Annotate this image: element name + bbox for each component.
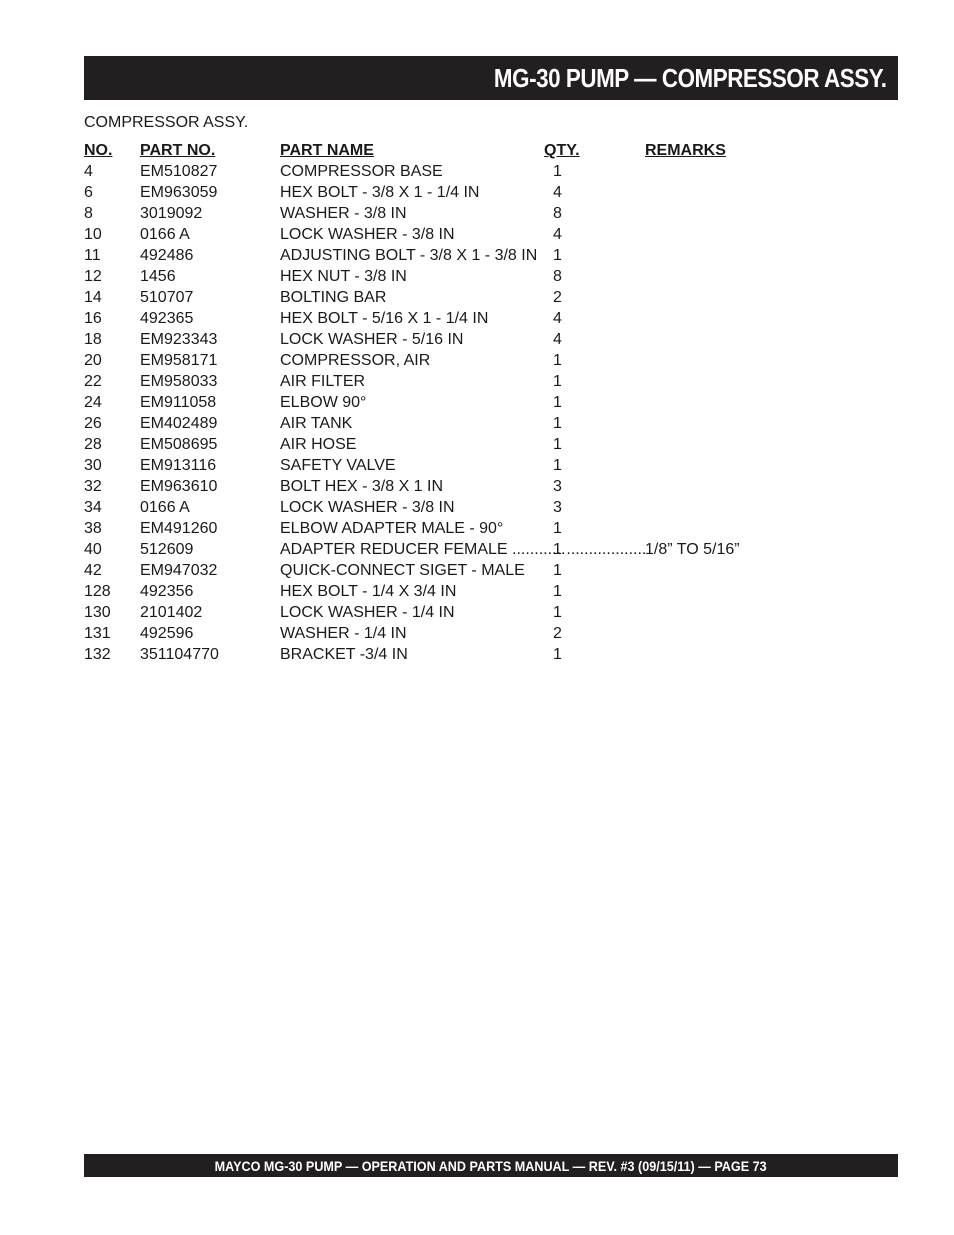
part-no-cell: 512609 [140,541,194,558]
table-row [84,371,898,392]
qty-cell: 1 [553,436,562,453]
part-no-cell: 0166 A [140,226,190,243]
qty-cell: 1 [553,394,562,411]
table-row [84,266,898,287]
part-name-cell: ADAPTER REDUCER FEMALE ............ [280,541,566,558]
qty-cell: 1 [553,583,562,600]
section-label: COMPRESSOR ASSY. [84,114,249,131]
part-no-cell: 0166 A [140,499,190,516]
table-body [84,161,898,665]
table-row [84,497,898,518]
part-name-cell: SAFETY VALVE [280,457,396,474]
qty-cell: 8 [553,205,562,222]
qty-cell: 2 [553,289,562,306]
part-number-index: 18 [84,331,102,348]
part-number-index: 10 [84,226,102,243]
table-row [84,392,898,413]
part-name-cell: HEX BOLT - 1/4 X 3/4 IN [280,583,457,600]
part-number-index: 8 [84,205,93,222]
column-header-part-no: PART NO. [140,142,216,159]
qty-cell: 4 [553,184,562,201]
part-number-index: 132 [84,646,111,663]
part-number-index: 28 [84,436,102,453]
part-number-index: 11 [84,247,101,264]
part-number-index: 14 [84,289,102,306]
qty-cell: 1 [553,604,562,621]
part-no-cell: EM911058 [140,394,217,411]
table-row [84,455,898,476]
table-row [84,182,898,203]
column-header-part-name: PART NAME [280,142,374,159]
qty-cell: 1 [553,646,562,663]
qty-cell: 8 [553,268,562,285]
part-name-cell: AIR FILTER [280,373,366,390]
qty-cell: 1 [553,163,562,180]
part-name-cell: HEX BOLT - 5/16 X 1 - 1/4 IN [280,310,489,327]
page-title-bar [84,56,898,100]
table-row [84,245,898,266]
qty-cell: 1 [553,457,562,474]
part-no-cell: 492596 [140,625,194,642]
table-row [84,623,898,644]
table-row [84,644,898,665]
part-no-cell: EM923343 [140,331,218,348]
part-name-cell: BOLT HEX - 3/8 X 1 IN [280,478,444,495]
table-row [84,350,898,371]
part-no-cell: 492356 [140,583,194,600]
part-name-cell: AIR HOSE [280,436,357,453]
part-name-cell: AIR TANK [280,415,353,432]
part-number-index: 20 [84,352,102,369]
part-name-cell: LOCK WASHER - 3/8 IN [280,226,455,243]
table-row [84,518,898,539]
part-number-index: 30 [84,457,102,474]
part-number-index: 22 [84,373,102,390]
part-number-index: 42 [84,562,102,579]
part-name-cell: BRACKET -3/4 IN [280,646,408,663]
part-no-cell: EM510827 [140,163,218,180]
table-row [84,329,898,350]
qty-cell: 1 [553,562,562,579]
part-no-cell: EM963059 [140,184,218,201]
part-no-cell: 3019092 [140,205,203,222]
part-no-cell: 510707 [140,289,194,306]
part-number-index: 128 [84,583,111,600]
qty-cell: 1 [553,520,562,537]
part-number-index: 130 [84,604,111,621]
part-name-cell: ELBOW 90° [280,394,367,411]
page-title: MG-30 PUMP — COMPRESSOR ASSY. [493,62,886,93]
part-name-cell: ADJUSTING BOLT - 3/8 X 1 - 3/8 IN [280,247,538,264]
part-no-cell: EM913116 [140,457,217,474]
part-no-cell: EM958033 [140,373,218,390]
part-no-cell: EM963610 [140,478,218,495]
part-number-index: 32 [84,478,102,495]
qty-cell: 1 [553,415,562,432]
part-name-cell: ELBOW ADAPTER MALE - 90° [280,520,504,537]
column-header-no: NO. [84,142,113,159]
part-no-cell: EM508695 [140,436,218,453]
part-number-index: 38 [84,520,102,537]
table-row [84,434,898,455]
part-no-cell: 2101402 [140,604,203,621]
table-row [84,224,898,245]
table-row [84,602,898,623]
part-name-cell: HEX BOLT - 3/8 X 1 - 1/4 IN [280,184,480,201]
part-number-index: 24 [84,394,102,411]
part-name-cell: HEX NUT - 3/8 IN [280,268,407,285]
qty-cell: 4 [553,331,562,348]
part-name-cell: WASHER - 1/4 IN [280,625,407,642]
table-row [84,161,898,182]
part-number-index: 12 [84,268,102,285]
part-no-cell: EM958171 [140,352,218,369]
part-no-cell: 492365 [140,310,194,327]
part-number-index: 40 [84,541,102,558]
remarks-cell: 1/8” TO 5/16” [645,541,740,558]
table-row [84,287,898,308]
part-no-cell: EM402489 [140,415,218,432]
table-row [84,581,898,602]
qty-cell: 1 [553,373,562,390]
qty-cell: 1 [553,247,562,264]
part-name-cell: WASHER - 3/8 IN [280,205,407,222]
part-name-cell: BOLTING BAR [280,289,387,306]
footer-text: MAYCO MG-30 PUMP — OPERATION AND PARTS MANUAL — REV. #3 (09/15/11) — PAGE 73 [215,1157,767,1174]
parts-table [84,141,898,665]
qty-cell: 1 .................. [553,541,647,558]
part-name-cell: LOCK WASHER - 1/4 IN [280,604,455,621]
qty-cell: 4 [553,226,562,243]
table-row [84,203,898,224]
part-no-cell: EM947032 [140,562,218,579]
table-header-row [84,141,898,161]
table-row [84,560,898,581]
part-number-index: 131 [84,625,111,642]
qty-cell: 3 [553,499,562,516]
part-number-index: 34 [84,499,102,516]
column-header-qty: QTY. [544,142,580,159]
table-row [84,308,898,329]
part-number-index: 4 [84,163,93,180]
part-name-cell: COMPRESSOR BASE [280,163,443,180]
qty-cell: 1 [553,352,562,369]
part-no-cell: EM491260 [140,520,218,537]
table-row [84,539,898,560]
part-no-cell: 1456 [140,268,176,285]
table-row [84,413,898,434]
qty-cell: 2 [553,625,562,642]
part-name-cell: COMPRESSOR, AIR [280,352,431,369]
footer-bar [84,1154,898,1177]
part-no-cell: 351104770 [140,646,219,663]
part-no-cell: 492486 [140,247,194,264]
table-row [84,476,898,497]
part-name-cell: LOCK WASHER - 3/8 IN [280,499,455,516]
part-number-index: 26 [84,415,102,432]
part-name-cell: LOCK WASHER - 5/16 IN [280,331,464,348]
part-number-index: 16 [84,310,102,327]
column-header-remarks: REMARKS [645,142,726,159]
part-name-cell: QUICK-CONNECT SIGET - MALE [280,562,525,579]
qty-cell: 4 [553,310,562,327]
part-number-index: 6 [84,184,93,201]
qty-cell: 3 [553,478,562,495]
